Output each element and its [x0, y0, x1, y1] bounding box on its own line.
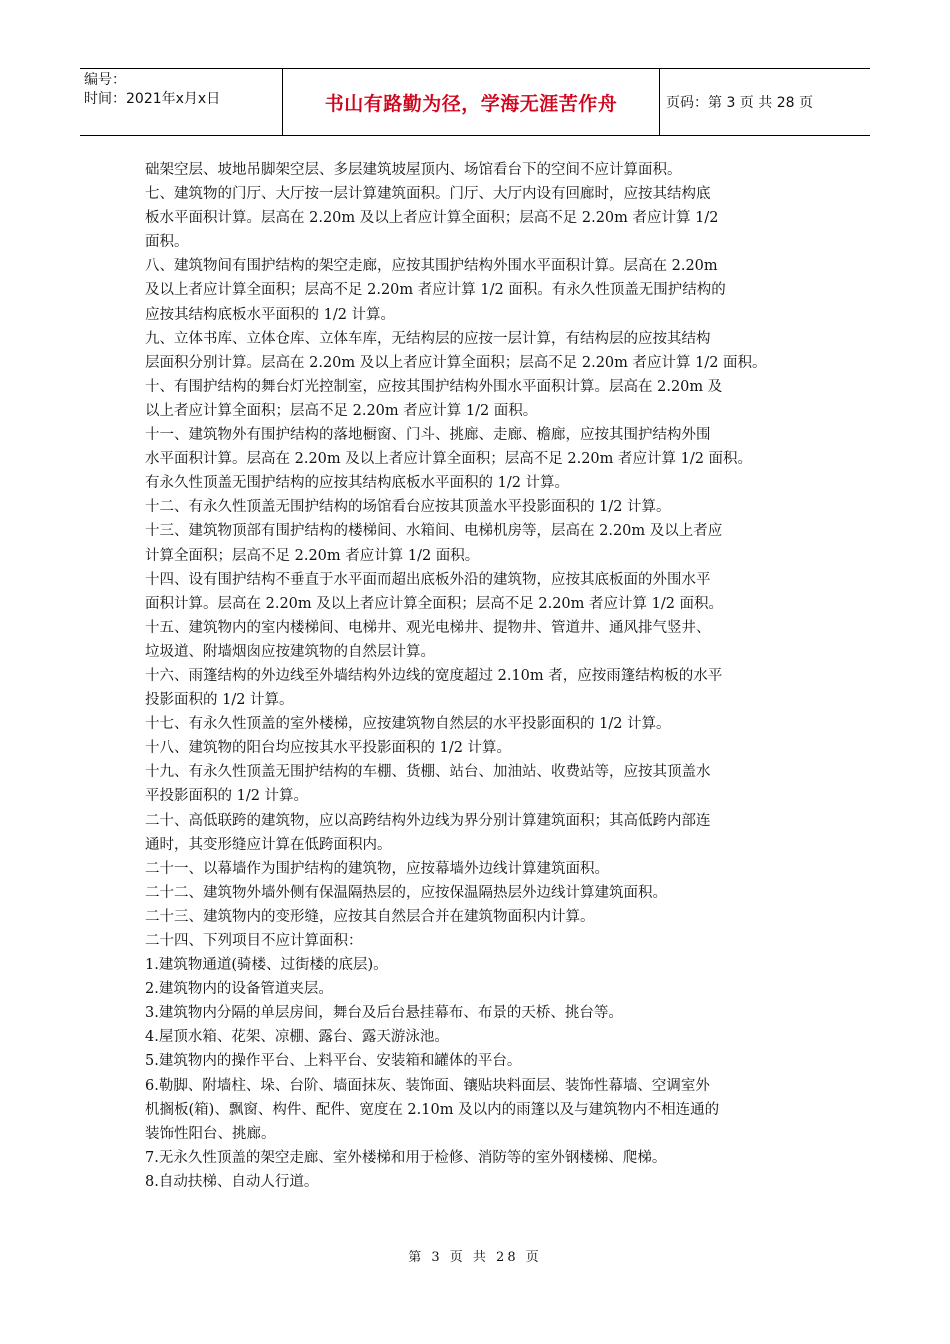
body-text-line: 础架空层、坡地吊脚架空层、多层建筑坡屋顶内、场馆看台下的空间不应计算面积。: [145, 162, 682, 178]
body-text-line: 7.无永久性顶盖的架空走廊、室外楼梯和用于检修、消防等的室外钢楼梯、爬梯。: [145, 1149, 667, 1166]
body-text-line: 以上者应计算全面积；层高不足 2.20m 者应计算 1/2 面积。: [145, 402, 538, 419]
header-meta-cell: [80, 69, 283, 135]
header-page-cell: [660, 69, 870, 135]
body-text-line: 水平面积计算。层高在 2.20m 及以上者应计算全面积；层高不足 2.20m 者应计算 1/2 面积。: [145, 451, 753, 468]
body-text-line: 八、建筑物间有围护结构的架空走廊，应按其围护结构外围水平面积计算。层高在 2.20m: [145, 258, 718, 275]
body-text-line: 2.建筑物内的设备管道夹层。: [145, 981, 333, 998]
body-text-line: 5.建筑物内的操作平台、上料平台、安装箱和罐体的平台。: [145, 1053, 522, 1070]
body-text-line: 8.自动扶梯、自动人行道。: [145, 1173, 319, 1190]
body-text-line: 二十二、建筑物外墙外侧有保温隔热层的，应按保温隔热层外边线计算建筑面积。: [145, 884, 667, 901]
header-motto-cell: [283, 69, 660, 135]
body-text-line: 十七、有永久性顶盖的室外楼梯，应按建筑物自然层的水平投影面积的 1/2 计算。: [145, 716, 671, 733]
body-text-line: 板水平面积计算。层高在 2.20m 及以上者应计算全面积；层高不足 2.20m 者应计算 1/2: [145, 210, 719, 227]
body-text-line: 6.勒脚、附墙柱、垛、台阶、墙面抹灰、装饰面、镶贴块料面层、装饰性幕墙、空调室外: [145, 1077, 710, 1094]
document-number-label: 编号：: [84, 72, 126, 88]
body-text-line: 二十、高低联跨的建筑物，应以高跨结构外边线为界分别计算建筑面积；其高低跨内部连: [145, 812, 711, 829]
body-text-line: 十一、建筑物外有围护结构的落地橱窗、门斗、挑廊、走廊、檐廊，应按其围护结构外围: [145, 427, 711, 444]
body-text-line: 3.建筑物内分隔的单层房间，舞台及后台悬挂幕布、布景的天桥、挑台等。: [145, 1005, 623, 1022]
body-text-line: 二十三、建筑物内的变形缝，应按其自然层合并在建筑物面积内计算。: [145, 908, 595, 925]
document-body: [145, 158, 813, 1194]
body-text-line: 十四、设有围护结构不垂直于水平面而超出底板外沿的建筑物，应按其底板面的外围水平: [145, 571, 711, 588]
body-text-line: 机搁板(箱)、飘窗、构件、配件、宽度在 2.10m 及以内的雨篷以及与建筑物内不相连通的: [145, 1101, 720, 1118]
body-text-line: 面积。: [145, 234, 189, 251]
body-text-line: 层面积分别计算。层高在 2.20m 及以上者应计算全面积；层高不足 2.20m 者应计算 1/2 面积。: [145, 354, 767, 371]
body-text-line: 二十四、下列项目不应计算面积：: [145, 933, 363, 949]
body-text-line: 4.屋顶水箱、花架、凉棚、露台、露天游泳池。: [145, 1029, 449, 1046]
body-text-line: 十、有围护结构的舞台灯光控制室，应按其围护结构外围水平面积计算。层高在 2.20m 及: [145, 378, 723, 395]
body-text-line: 十八、建筑物的阳台均应按其水平投影面积的 1/2 计算。: [145, 740, 512, 757]
body-text-line: 及以上者应计算全面积；层高不足 2.20m 者应计算 1/2 面积。有永久性顶盖无围护结构的: [145, 282, 726, 299]
body-text-line: 计算全面积；层高不足 2.20m 者应计算 1/2 面积。: [145, 547, 480, 564]
body-text-line: 装饰性阳台、挑廊。: [145, 1125, 276, 1142]
body-text-line: 十二、有永久性顶盖无围护结构的场馆看台应按其顶盖水平投影面积的 1/2 计算。: [145, 499, 671, 516]
document-date-label: 时间：2021年x月x日: [84, 91, 221, 107]
body-text-line: 1.建筑物通道(骑楼、过街楼的底层)。: [145, 957, 388, 974]
body-text-line: 面积计算。层高在 2.20m 及以上者应计算全面积；层高不足 2.20m 者应计算 1/2 面积。: [145, 595, 724, 612]
body-text-line: 二十一、以幕墙作为围护结构的建筑物，应按幕墙外边线计算建筑面积。: [145, 860, 609, 877]
body-text-line: 有永久性顶盖无围护结构的应按其结构底板水平面积的 1/2 计算。: [145, 475, 570, 492]
body-text-line: 通时，其变形缝应计算在低跨面积内。: [145, 836, 392, 853]
body-text-line: 垃圾道、附墙烟囱应按建筑物的自然层计算。: [145, 643, 435, 660]
document-header: [80, 68, 870, 136]
body-text-line: 七、建筑物的门厅、大厅按一层计算建筑面积。门厅、大厅内设有回廊时，应按其结构底: [145, 186, 711, 203]
body-text-line: 十三、建筑物顶部有围护结构的楼梯间、水箱间、电梯机房等，层高在 2.20m 及以上者应: [145, 523, 723, 540]
body-text-line: 九、立体书库、立体仓库、立体车库，无结构层的应按一层计算，有结构层的应按其结构: [145, 330, 711, 347]
body-text-line: 十五、建筑物内的室内楼梯间、电梯井、观光电梯井、提物井、管道井、通风排气竖井、: [145, 619, 711, 636]
body-text-line: 平投影面积的 1/2 计算。: [145, 788, 309, 805]
body-text-line: 十九、有永久性顶盖无围护结构的车棚、货棚、站台、加油站、收费站等，应按其顶盖水: [145, 764, 711, 781]
page-footer: 第 3 页 共 28 页: [408, 1250, 542, 1265]
body-text-line: 应按其结构底板水平面积的 1/2 计算。: [145, 306, 396, 323]
header-page-label: 页码：第 3 页 共 28 页: [666, 95, 813, 111]
body-text-line: 投影面积的 1/2 计算。: [145, 692, 294, 709]
header-motto: 书山有路勤为径，学海无涯苦作舟: [324, 92, 618, 115]
body-text-line: 十六、雨篷结构的外边线至外墙结构外边线的宽度超过 2.10m 者，应按雨篷结构板的水平: [145, 667, 723, 684]
